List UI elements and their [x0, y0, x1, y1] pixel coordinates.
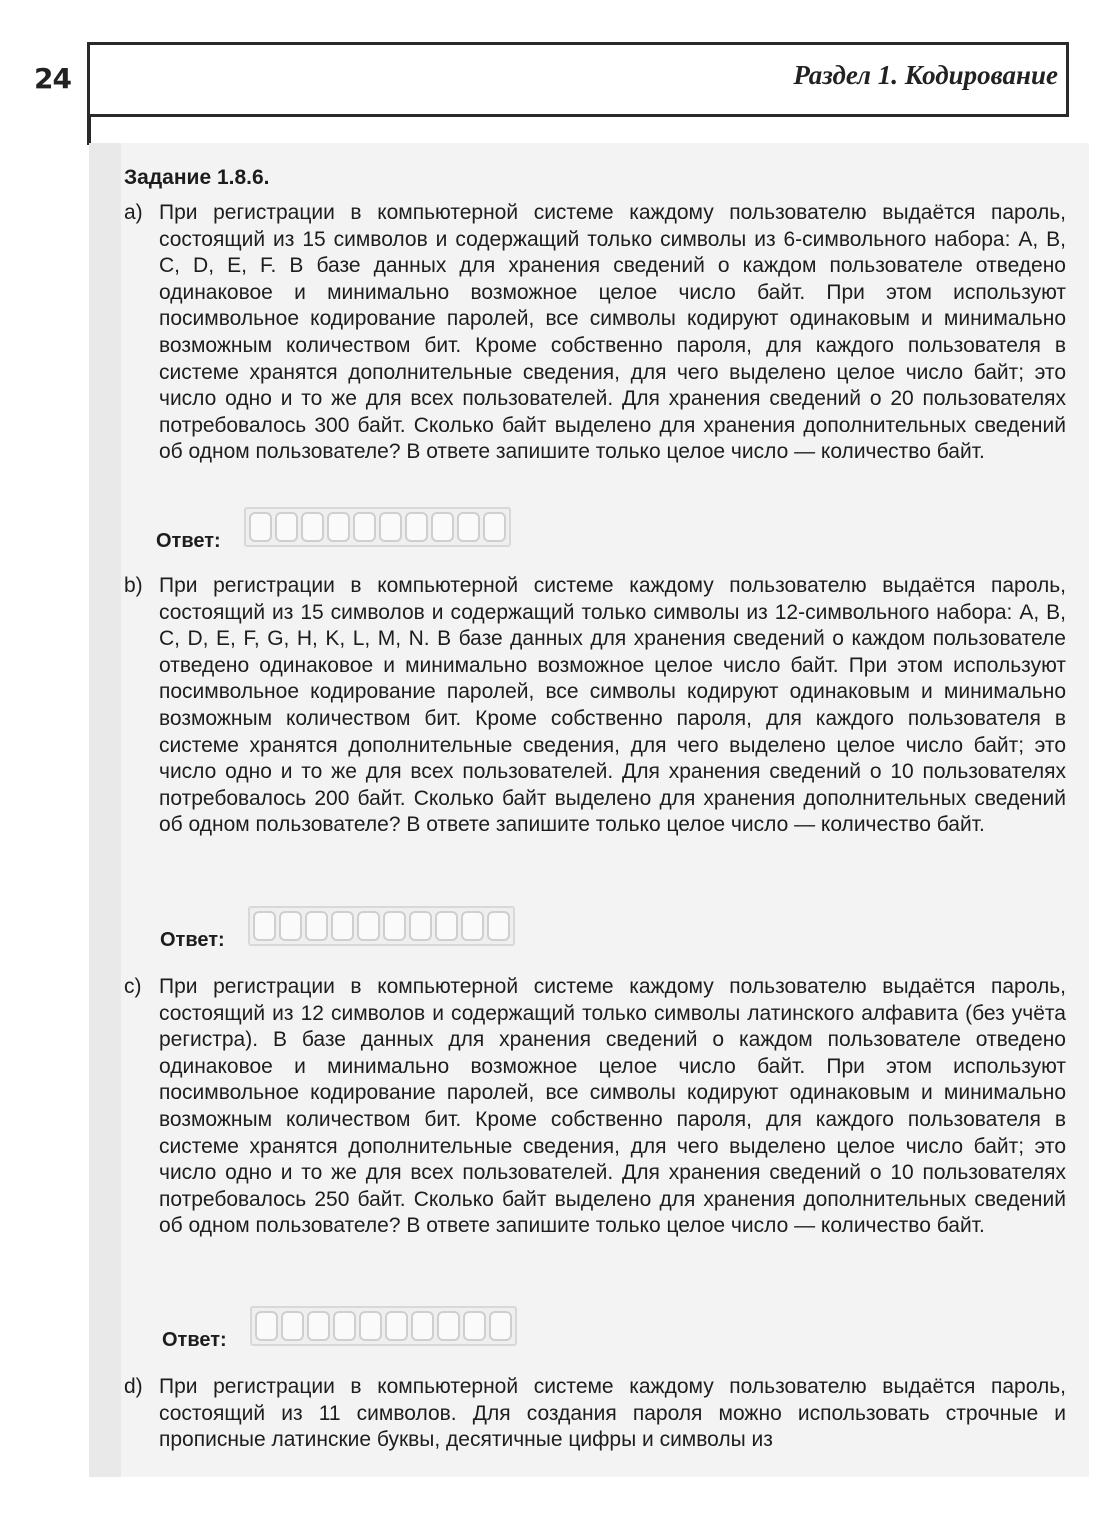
task-item-b [124, 573, 1066, 839]
answer-cell[interactable] [409, 911, 432, 941]
task-item-a [124, 200, 1066, 466]
answer-cell[interactable] [437, 1311, 460, 1341]
answer-cell[interactable] [383, 911, 406, 941]
answer-cell[interactable] [249, 512, 272, 542]
answer-cell[interactable] [305, 911, 328, 941]
answer-cell[interactable] [483, 512, 506, 542]
answer-cell[interactable] [301, 512, 324, 542]
answer-cell[interactable] [275, 512, 298, 542]
item-text: При регистрации в компьютерной системе каждому пользователю выдаётся пароль, состоящий из 12 символов и содержащий только символы латинского алфавита (без учёта регистра). В базе данных для хранения сведений о каждом пользователе отведено одинаковое и минимально возможное целое число байт. При этом используют посимвольное кодирование паролей, все символы кодируют одинаковым и минимально возможным количеством бит. Кроме собственно пароля, для каждого пользователя в системе хранятся дополнительные сведения, для чего выделено целое число байт; это число одно и то же для всех пользователей. Для хранения сведений о 10 пользователях потребовалось 250 байт. Сколько байт выделено для хранения дополнительных сведений об одном пользователе? В ответе запишите только целое число — количество байт. [159, 975, 1066, 1238]
answer-cell[interactable] [431, 512, 454, 542]
answer-field[interactable] [250, 1306, 517, 1346]
answer-cell[interactable] [353, 512, 376, 542]
item-text: При регистрации в компьютерной системе каждому пользователю выдаётся пароль, состоящий из 15 символов и содержащий только символы из 6-символьного набора: А, В, С, D, E, F. В базе данных для хранения сведений о каждом пользователе отведено одинаковое и минимально возможное целое число байт. При этом используют посимвольное кодирование паролей, все символы кодируют одинаковым и минимально возможным количеством бит. Кроме собственно пароля, для каждого пользователя в системе хранятся дополнительные сведения, для чего выделено целое число байт; это число одно и то же для всех пользователей. Для хранения сведений о 20 пользователях потребовалось 300 байт. Сколько байт выделено для хранения дополнительных сведений об одном пользователе? В ответе запишите только целое число — количество байт. [159, 201, 1066, 464]
answer-cell[interactable] [405, 512, 428, 542]
page-number: 24 [34, 62, 71, 95]
answer-cell[interactable] [279, 911, 302, 941]
task-title: Задание 1.8.6. [124, 166, 270, 189]
answer-field[interactable] [244, 507, 511, 547]
item-letter: b) [124, 574, 143, 597]
task-item-c [124, 974, 1066, 1240]
answer-cell[interactable] [463, 1311, 486, 1341]
answer-cell[interactable] [489, 1311, 512, 1341]
answer-cell[interactable] [457, 512, 480, 542]
answer-cell[interactable] [333, 1311, 356, 1341]
section-title: Раздел 1. Кодирование [793, 60, 1058, 90]
answer-cell[interactable] [331, 911, 354, 941]
answer-cell[interactable] [411, 1311, 434, 1341]
answer-cell[interactable] [307, 1311, 330, 1341]
answer-cell[interactable] [461, 911, 484, 941]
answer-cell[interactable] [253, 911, 276, 941]
answer-cell[interactable] [357, 911, 380, 941]
answer-label: Ответ: [160, 929, 225, 951]
answer-cell[interactable] [385, 1311, 408, 1341]
answer-cell[interactable] [281, 1311, 304, 1341]
answer-cell[interactable] [435, 911, 458, 941]
answer-label: Ответ: [156, 530, 221, 552]
item-text: При регистрации в компьютерной системе каждому пользователю выдаётся пароль, состоящий из 11 символов. Для создания пароля можно использовать строчные и прописные латинские буквы, десятичные цифры и символы из [159, 1375, 1066, 1452]
item-letter: c) [124, 975, 142, 998]
task-item-d [124, 1374, 1066, 1454]
header-rule [87, 117, 91, 145]
item-letter: d) [124, 1375, 143, 1398]
answer-label: Ответ: [162, 1329, 227, 1351]
answer-cell[interactable] [487, 911, 510, 941]
item-text: При регистрации в компьютерной системе каждому пользователю выдаётся пароль, состоящий из 15 символов и содержащий только символы из 12-символьного набора: А, В, С, D, E, F, G, H, K, L, M, N. В базе данных для хранения сведений о каждом пользователе отведено одинаковое и минимально возможное целое число байт. При этом используют посимвольное кодирование паролей, все символы кодируют одинаковым и минимально возможным количеством бит. Кроме собственно пароля, для каждого пользователя в системе хранятся дополнительные сведения, для чего выделено целое число байт; это число одно и то же для всех пользователей. Для хранения сведений о 10 пользователях потребовалось 200 байт. Сколько байт выделено для хранения дополнительных сведений об одном пользователе? В ответе запишите только целое число — количество байт. [159, 574, 1066, 837]
answer-cell[interactable] [327, 512, 350, 542]
answer-cell[interactable] [379, 512, 402, 542]
answer-field[interactable] [248, 906, 515, 946]
item-letter: a) [124, 201, 143, 224]
answer-cell[interactable] [255, 1311, 278, 1341]
answer-cell[interactable] [359, 1311, 382, 1341]
